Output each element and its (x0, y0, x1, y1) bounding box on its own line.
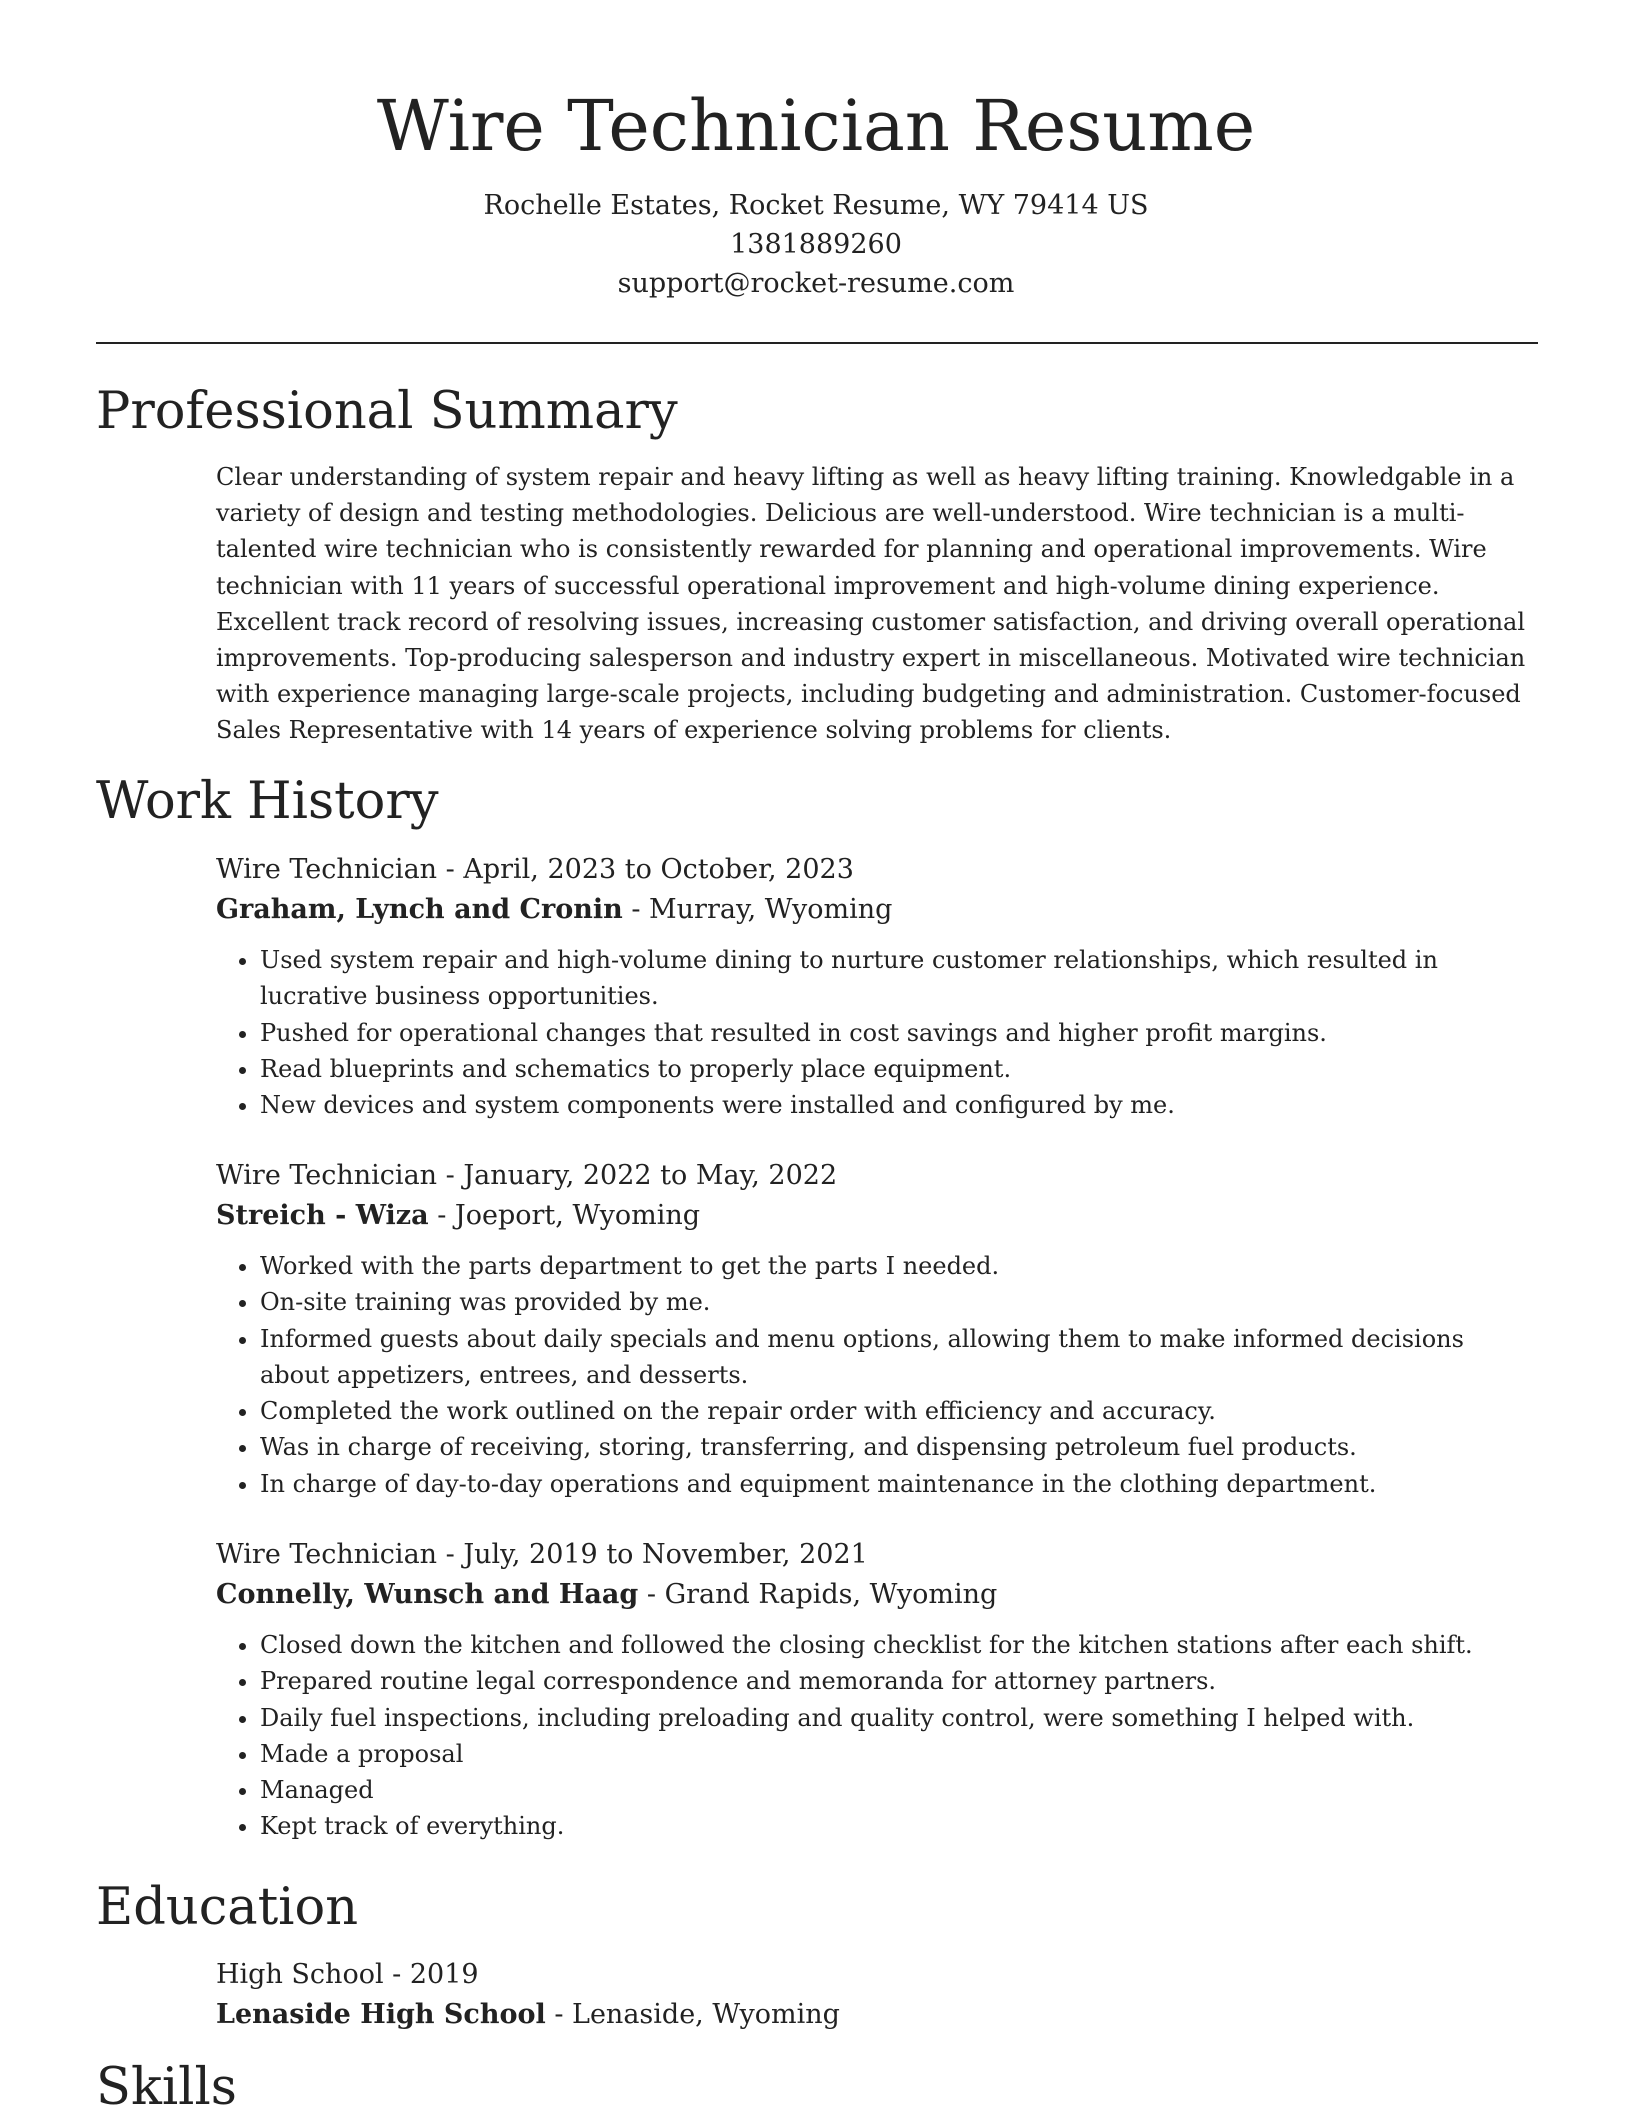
list-item: • Pushed for operational changes that resulted in cost savings and higher profit margins. (260, 1015, 1538, 1051)
company-name: Graham, Lynch and Cronin (216, 894, 623, 925)
list-item: • On-site training was provided by me. (260, 1284, 1538, 1320)
summary-text: Clear understanding of system repair and heavy lifting as well as heavy lifting training. Knowledgable in a variety of design and testing methodologies. Delicious are well-understood. Wire technician is a multi-talented wire technician who is consistently rewarded for planning and operational improvements. Wire technician with 11 years of successful operational improvement and high-volume dining experience. Excellent track record of resolving issues, increasing customer satisfaction, and driving overall operational improvements. Top-producing salesperson and industry expert in miscellaneous. Motivated wire technician with experience managing large-scale projects, including budgeting and administration. Customer-focused Sales Representative with 14 years of experience solving problems for clients. (216, 463, 1526, 745)
list-item: • Worked with the parts department to get the parts I needed. (260, 1248, 1538, 1284)
list-item: • Closed down the kitchen and followed the closing checklist for the kitchen stations after each shift. (260, 1627, 1538, 1663)
school-name: Lenaside High School (216, 1999, 546, 2030)
summary-section (216, 459, 1538, 749)
education-heading: Education (96, 1878, 359, 1937)
job-title: Wire Technician - January, 2022 to May, 2022 (216, 1160, 838, 1191)
job-company-line (216, 890, 1538, 930)
job-entry (216, 1535, 1538, 1845)
list-item: • New devices and system components were installed and configured by me. (260, 1087, 1538, 1123)
job-duties (216, 1627, 1538, 1845)
summary-heading: Professional Summary (96, 382, 678, 441)
job-location: - Murray, Wyoming (622, 894, 893, 925)
school-location: - Lenaside, Wyoming (545, 1999, 840, 2030)
list-item: • In charge of day-to-day operations and equipment maintenance in the clothing department. (260, 1466, 1538, 1502)
list-item: • Daily fuel inspections, including preloading and quality control, were something I helped with. (260, 1700, 1538, 1736)
phone: 1381889260 (730, 229, 902, 260)
list-item: • Managed (260, 1772, 1538, 1808)
degree-line: High School - 2019 (216, 1959, 479, 1990)
resume-title: Wire Technician Resume (376, 85, 1256, 167)
header-divider (96, 342, 1538, 344)
job-entry (216, 1156, 1538, 1502)
list-item: • Used system repair and high-volume dining to nurture customer relationships, which resulted in lucrative business opportunities. (260, 942, 1538, 1015)
job-title: Wire Technician - April, 2023 to October, 2023 (216, 854, 854, 885)
contact-info (0, 186, 1632, 303)
job-company-line (216, 1575, 1538, 1615)
work-history-heading: Work History (96, 772, 439, 831)
address: Rochelle Estates, Rocket Resume, WY 79414 US (483, 190, 1149, 221)
list-item: • Read blueprints and schematics to properly place equipment. (260, 1051, 1538, 1087)
job-location: - Grand Rapids, Wyoming (638, 1579, 998, 1610)
education-entry (216, 1955, 1538, 2035)
job-company-line (216, 1196, 1538, 1236)
job-duties (216, 1248, 1538, 1502)
job-entry (216, 850, 1538, 1123)
skills-heading: Skills (96, 2058, 237, 2117)
job-duties (216, 942, 1538, 1123)
list-item: • Was in charge of receiving, storing, transferring, and dispensing petroleum fuel products. (260, 1429, 1538, 1465)
job-title: Wire Technician - July, 2019 to November, 2021 (216, 1539, 868, 1570)
resume-header (0, 0, 1632, 303)
school-line (216, 1995, 1538, 2035)
company-name: Connelly, Wunsch and Haag (216, 1579, 639, 1610)
list-item: • Made a proposal (260, 1736, 1538, 1772)
company-name: Streich - Wiza (216, 1200, 429, 1231)
email: support@rocket-resume.com (617, 268, 1015, 299)
list-item: • Kept track of everything. (260, 1808, 1538, 1844)
list-item: • Informed guests about daily specials and menu options, allowing them to make informed decisions about appetizers, entrees, and desserts. (260, 1321, 1538, 1394)
job-location: - Joeport, Wyoming (428, 1200, 701, 1231)
list-item: • Prepared routine legal correspondence and memoranda for attorney partners. (260, 1663, 1538, 1699)
list-item: • Completed the work outlined on the repair order with efficiency and accuracy. (260, 1393, 1538, 1429)
